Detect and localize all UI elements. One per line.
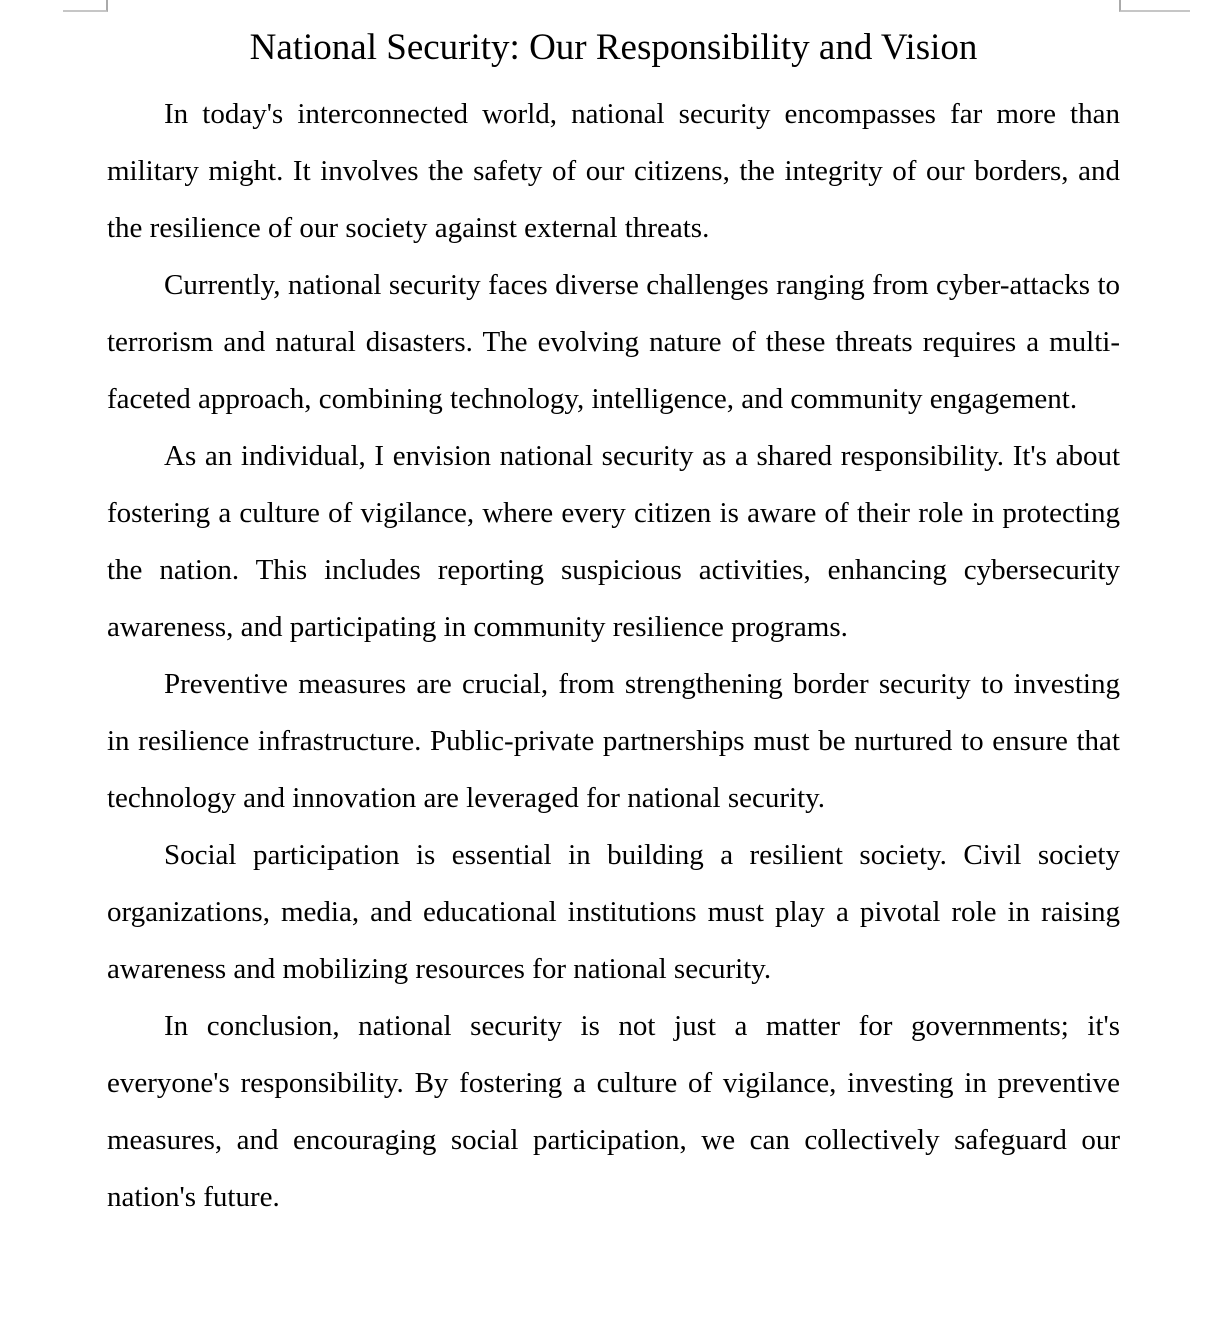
paragraph-intro[interactable]: In today's interconnected world, national security encompasses far more than military might. It involves the safety of our citizens, the integrity of our borders, and the resilience of our society against external threats. (107, 98, 1120, 244)
text-area[interactable] (107, 0, 1120, 1226)
text-boundary-mark-top-left (63, 0, 108, 12)
paragraph-challenges[interactable]: Currently, national security faces diverse challenges ranging from cyber-attacks to terrorism and natural disasters. The evolving nature of these threats requires a multi-faceted approach, combining technology, intelligence, and community engagement. (107, 269, 1120, 415)
paragraph-conclusion[interactable]: In conclusion, national security is not just a matter for governments; it's everyone's responsibility. By fostering a culture of vigilance, investing in preventive measures, and encouraging social participation, we can collectively safeguard our nation's future. (107, 1010, 1120, 1213)
document-body (107, 86, 1120, 1226)
paragraph-preventive-measures[interactable]: Preventive measures are crucial, from strengthening border security to investing in resilience infrastructure. Public-private partnerships must be nurtured to ensure that technology and innovation are leveraged for national security. (107, 668, 1120, 814)
document-title[interactable]: National Security: Our Responsibility and Vision (249, 27, 978, 68)
text-boundary-mark-top-right (1119, 0, 1190, 12)
paragraph-social-participation[interactable]: Social participation is essential in building a resilient society. Civil society organizations, media, and educational institutions must play a pivotal role in raising awareness and mobilizing resources for national security. (107, 839, 1120, 985)
paragraph-shared-responsibility[interactable]: As an individual, I envision national security as a shared responsibility. It's about fostering a culture of vigilance, where every citizen is aware of their role in protecting the nation. This includes reporting suspicious activities, enhancing cybersecurity awareness, and participating in community resilience programs. (107, 440, 1120, 643)
